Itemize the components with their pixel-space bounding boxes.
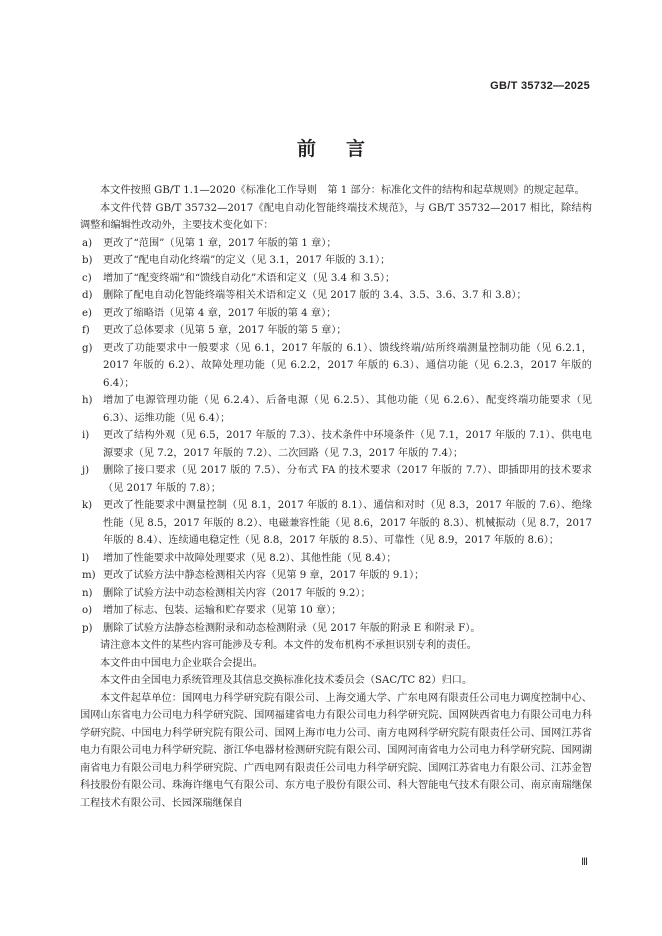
list-item-mark: p) <box>82 622 93 634</box>
list-item <box>80 550 592 568</box>
list-item-text: 更改了总体要求（见第 5 章，2017 年版的第 5 章）； <box>103 325 347 336</box>
foreword-body <box>80 182 592 812</box>
closing-paragraph: 本文件由中国电力企业联合会提出。 <box>100 657 263 669</box>
list-item-mark: j) <box>82 465 90 476</box>
list-item-text: 更改了性能要求中测量控制（见 8.1，2017 年版的 8.1）、通信和对时（见 8.3，2017 年版的 7.6）、绝缘性能（见 8.5，2017 年版的 8.2）、电磁兼容性能（见 8.6，2017 年版的 8.3）、机械振动（见 8.7，2017 年版的 8.4）、连续通电稳定性（见 8.8，2017 年版的 8.5）、可靠性（见 8.9，2017 年版的 8.6）； <box>103 500 592 546</box>
list-item <box>80 340 592 393</box>
changes-list <box>80 235 592 638</box>
list-item <box>80 235 592 253</box>
list-item-text: 更改了功能要求中一般要求（见 6.1，2017 年版的 6.1）、馈线终端/站所终端测量控制功能（见 6.2.1，2017 年版的 6.2）、故障处理功能（见 6.2.2，2017 年版的 6.3）、通信功能（见 6.2.3，2017 年版的 6.4）； <box>103 342 592 389</box>
list-item <box>80 620 592 638</box>
list-item-text: 删除了配电自动化智能终端等相关术语和定义（见 2017 版的 3.4、3.5、3.6、3.7 和 3.8）； <box>103 290 527 301</box>
list-item <box>80 462 592 497</box>
list-item-text: 删除了接口要求（见 2017 版的 7.5）、分布式 FA 的技术要求（2017 年版的 7.7）、即插即用的技术要求（见 2017 年版的 7.8）； <box>103 465 592 494</box>
list-item-mark: k) <box>82 500 93 511</box>
list-item-text: 删除了试验方法静态检测附录和动态检测附录（见 2017 年版的附录 E 和附录 F）。 <box>103 622 481 634</box>
list-item-text: 更改了结构外观（见 6.5，2017 年版的 7.3）、技术条件中环境条件（见 7.1，2017 年版的 7.1）、供电电源要求（见 7.2，2017 年版的 7.2）、二次回路（见 7.3，2017 年版的 7.4）； <box>103 430 592 459</box>
list-item-text: 增加了电源管理功能（见 6.2.4）、后备电源（见 6.2.5）、其他功能（见 6.2.6）、配变终端功能要求（见 6.3）、运维功能（见 6.4）； <box>103 395 592 424</box>
list-item-mark: b) <box>82 255 93 266</box>
list-item <box>80 392 592 427</box>
list-item <box>80 497 592 550</box>
list-item-text: 更改了缩略语（见第 4 章，2017 年版的第 4 章）； <box>103 307 337 319</box>
list-item <box>80 567 592 585</box>
list-item-text: 增加了“配变终端”和“馈线自动化”术语和定义（见 3.4 和 3.5）； <box>103 272 396 284</box>
page-title: 前言 <box>296 138 395 160</box>
list-item <box>80 322 592 340</box>
list-item-mark: o) <box>82 605 93 616</box>
page-number: Ⅲ <box>581 857 588 868</box>
list-item-mark: g) <box>82 342 93 354</box>
list-item-mark: d) <box>82 290 93 301</box>
closing-paragraph: 请注意本文件的某些内容可能涉及专利。本文件的发布机构不承担识别专利的责任。 <box>100 640 477 651</box>
list-item-text: 更改了“范围”（见第 1 章，2017 年版的第 1 章）； <box>103 237 337 249</box>
list-item-mark: l) <box>82 552 90 564</box>
list-item-text: 增加了性能要求中故障处理要求（见 8.2）、其他性能（见 8.4）； <box>103 552 397 564</box>
list-item-mark: i) <box>82 430 90 441</box>
list-item <box>80 305 592 323</box>
list-item <box>80 602 592 620</box>
list-item-text: 更改了“配电自动化终端”的定义（见 3.1，2017 年版的 3.1）； <box>103 255 391 266</box>
list-item-mark: a) <box>82 237 93 249</box>
list-item-mark: m) <box>82 570 96 581</box>
list-item-text: 增加了标志、包装、运输和贮存要求（见第 10 章）； <box>103 605 342 616</box>
list-item-mark: f) <box>82 325 90 336</box>
list-item-mark: c) <box>82 272 92 284</box>
list-item <box>80 252 592 270</box>
standard-code: GB/T 35732—2025 <box>490 80 590 92</box>
list-item <box>80 287 592 305</box>
drafting-units-paragraph: 本文件起草单位：国网电力科学研究院有限公司、上海交通大学、广东电网有限责任公司电力调度控制中心、国网山东省电力公司电力科学研究院、国网福建省电力有限公司电力科学研究院、国网陕西省电力有限公司电力科学研究院、中国电力科学研究院有限公司、国网上海市电力公司、南方电网科学研究院有限责任公司、国网江苏省电力有限公司电力科学研究院、浙江华电器材检测研究院有限公司、国网河南省电力公司电力科学研究院、国网湖南省电力有限公司电力科学研究院、广西电网有限责任公司电力科学研究院、国网江苏省电力有限公司、江苏金智科技股份有限公司、珠海许继电气有限公司、东方电子股份有限公司、科大智能电气技术有限公司、南京南瑞继保工程技术有限公司、长园深瑞继保自 <box>80 692 592 809</box>
list-item <box>80 585 592 603</box>
list-item-text: 更改了试验方法中静态检测相关内容（见第 9 章，2017 年版的 9.1）； <box>103 570 425 581</box>
list-item-text: 删除了试验方法中动态检测相关内容（2017 年版的 9.2）； <box>103 587 371 599</box>
list-item-mark: e) <box>82 307 93 319</box>
closing-paragraph: 本文件由全国电力系统管理及其信息交换标准化技术委员会（SAC/TC 82）归口。 <box>100 675 473 686</box>
list-item <box>80 427 592 462</box>
list-item-mark: n) <box>82 587 93 599</box>
intro-paragraph: 本文件代替 GB/T 35732—2017《配电自动化智能终端技术规范》，与 GB/T 35732—2017 相比，除结构调整和编辑性改动外，主要技术变化如下： <box>80 202 592 231</box>
intro-paragraph: 本文件按照 GB/T 1.1—2020《标准化工作导则 第 1 部分：标准化文件的结构和起草规则》的规定起草。 <box>100 185 585 196</box>
list-item-mark: h) <box>82 395 93 406</box>
list-item <box>80 270 592 288</box>
